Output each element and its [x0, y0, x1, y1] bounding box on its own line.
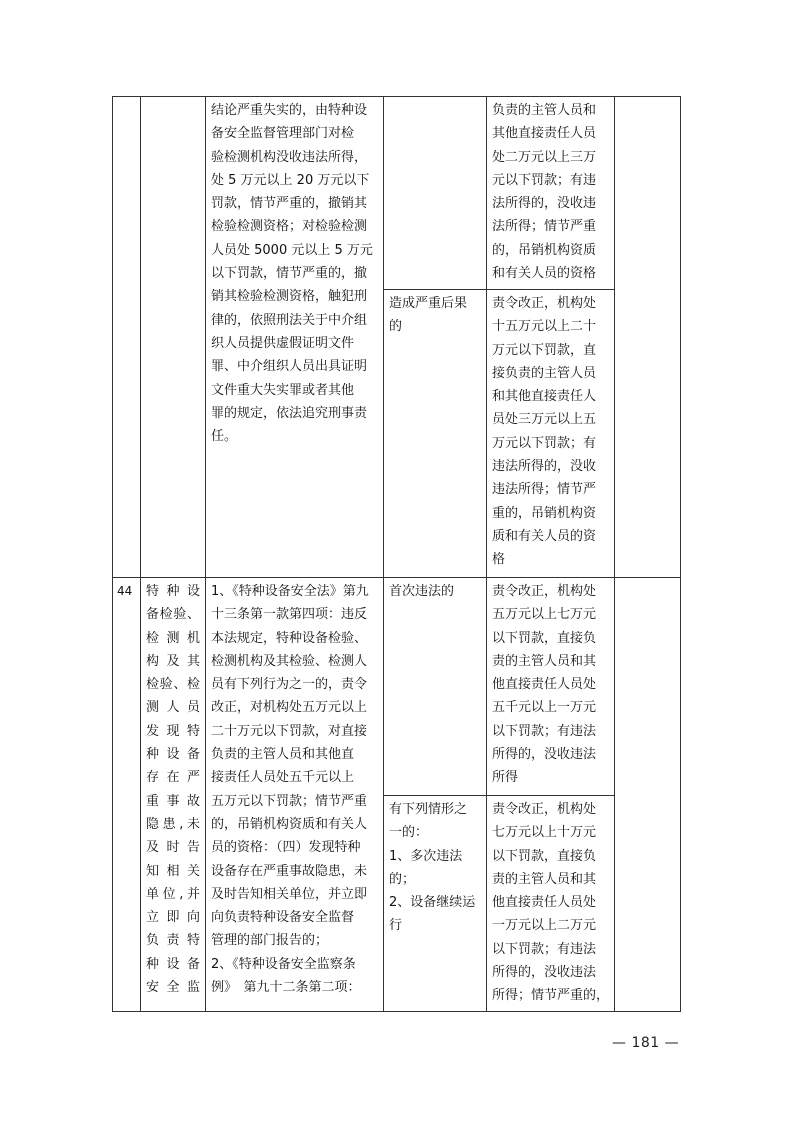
cell-text-line: 法所得；情节严重: [492, 219, 597, 235]
cell-text-line: 罪、中介组织人员出具证明: [211, 359, 368, 375]
cell-text-line: 备检验、: [146, 607, 200, 623]
item-name-cell: [141, 578, 206, 1012]
cell-text-line: 罪的规定，依法追究刑事责: [211, 405, 368, 421]
cell-text-line: 织人员提供虚假证明文件: [211, 335, 355, 351]
cell-text-line: 及时告: [146, 840, 200, 856]
cell-text-line: 五万元以下罚款；情节严重: [211, 793, 368, 809]
cell-text-line: 以下罚款；有违法: [492, 941, 597, 957]
cell-text-line: 结论严重失实的，由特种设: [211, 103, 368, 118]
penalty-cell-first: [487, 578, 615, 796]
cell-text-line: 十五万元以上二十: [492, 319, 597, 335]
cell-text-line: 和其他直接责任人: [492, 389, 597, 405]
cell-text-line: 负责的主管人员和: [492, 103, 597, 118]
cell-text-line: 和有关人员的资格: [492, 266, 597, 282]
cell-text-line: 1、《特种设备安全法》第九: [211, 584, 369, 599]
cell-text-line: 构及其: [146, 653, 200, 669]
cell-text-line: 以下罚款；有违法: [492, 723, 597, 739]
cell-text-line: 万元以下罚款；有: [492, 435, 597, 451]
cell-text-line: 任。: [211, 429, 238, 445]
cell-text-line: 责的主管人员和其: [492, 653, 597, 669]
cell-text-line: 一万元以上二万元: [492, 918, 597, 934]
cell-text-line: 违法所得；情节严: [492, 482, 597, 498]
cell-text-line: 的，吊销机构资质: [492, 242, 597, 258]
cell-text-line: 种设备: [146, 956, 200, 972]
cell-text-line: 销其检验检测资格，触犯刑: [211, 289, 368, 305]
continued-circumstance-cell-1: [384, 97, 487, 290]
cell-text-line: 安全监: [146, 980, 200, 996]
cell-text-line: 的: [389, 319, 403, 335]
cell-text-line: 接负责的主管人员: [492, 365, 597, 381]
cell-text-line: 负责的主管人员和其他直: [211, 747, 355, 763]
circumstance-cell-first: [384, 578, 487, 796]
cell-text-line: 所得: [492, 770, 519, 786]
cell-text-line: 设备存在严重事故隐患，未: [211, 863, 368, 879]
cell-text-line: 律的，依照刑法关于中介组: [211, 312, 368, 328]
cell-text-line: 行: [389, 918, 403, 934]
cell-text-line: 人员处 5000 元以上 5 万元: [211, 242, 373, 258]
cell-text-line: 以下罚款，直接负: [492, 630, 597, 646]
cell-text-line: 负责特: [146, 933, 200, 949]
cell-text-line: 元以下罚款；有违: [492, 172, 597, 188]
cell-text-line: 造成严重后果: [389, 296, 468, 311]
penalty-cell-repeat: [487, 796, 615, 1012]
cell-text-line: 七万元以上十万元: [492, 825, 597, 841]
cell-text-line: 知相关: [146, 863, 200, 879]
cell-text-line: 备安全监督管理部门对检: [211, 126, 355, 142]
cell-text-line: 验检测机构没收违法所得，: [211, 149, 368, 165]
cell-text-line: 单位,并: [146, 886, 200, 902]
cell-text-line: 检测机构及其检验、检测人: [211, 653, 368, 669]
cell-text-line: 他直接责任人员处: [492, 895, 597, 911]
cell-text-line: 所得；情节严重的，: [492, 988, 610, 1004]
continued-basis-cell: [206, 97, 384, 578]
cell-text-line: 文件重大失实罪或者其他: [211, 382, 355, 398]
cell-text-line: 种设备: [146, 747, 200, 763]
item-44-row-a: [113, 578, 681, 796]
page-number: — 181 —: [612, 1035, 680, 1051]
cell-text-line: 处二万元以上三万: [492, 149, 597, 165]
continued-row-a: [113, 97, 681, 290]
cell-text-line: 的；: [389, 871, 416, 887]
cell-text-line: 员处三万元以上五: [492, 412, 597, 428]
cell-text-line: 接责任人员处五千元以上: [211, 770, 355, 786]
cell-text-line: 存在严: [146, 770, 200, 786]
cell-text-line: 向负责特种设备安全监督: [211, 910, 355, 926]
cell-text-line: 二十万元以下罚款，对直接: [211, 723, 368, 739]
item-number: 44: [117, 584, 133, 598]
cell-text-line: 一的：: [389, 825, 429, 841]
cell-text-line: 员有下列行为之一的，责令: [211, 677, 368, 693]
cell-text-line: 改正，对机构处五万元以上: [211, 700, 368, 716]
cell-text-line: 1、多次违法: [389, 848, 463, 864]
cell-text-line: 法所得的，没收违: [492, 196, 597, 212]
cell-text-line: 检验、检: [146, 677, 200, 693]
cell-text-line: 立即向: [146, 910, 200, 926]
cell-text-line: 罚款，情节严重的，撤销其: [211, 196, 368, 212]
cell-text-line: 格: [492, 552, 506, 568]
cell-text-line: 五千元以上一万元: [492, 700, 597, 716]
cell-text-line: 以下罚款，直接负: [492, 848, 597, 864]
cell-text-line: 他直接责任人员处: [492, 677, 597, 693]
continued-remarks-cell: [615, 97, 681, 578]
cell-text-line: 2、设备继续运: [389, 895, 476, 911]
cell-text-line: 发现特: [146, 723, 200, 739]
cell-text-line: 责令改正，机构处: [492, 584, 597, 599]
cell-text-line: 管理的部门报告的；: [211, 933, 329, 949]
cell-text-line: 处 5 万元以上 20 万元以下: [211, 172, 370, 188]
cell-text-line: 有下列情形之: [389, 802, 468, 817]
cell-text-line: 2、《特种设备安全监察条: [211, 956, 356, 972]
cell-text-line: 所得的，没收违法: [492, 747, 597, 763]
continued-circumstance-cell-2: [384, 290, 487, 578]
item-number-cell: [113, 578, 141, 1012]
cell-text-line: 检测机: [146, 630, 200, 646]
cell-text-line: 重事故: [146, 793, 200, 809]
continued-penalty-cell-1: [487, 97, 615, 290]
cell-text-line: 五万元以上七万元: [492, 607, 597, 623]
penalty-standards-table: [112, 96, 680, 1011]
continued-number-cell: [113, 97, 141, 578]
cell-text-line: 特种设: [146, 584, 200, 599]
cell-text-line: 例》 第九十二条第二项：: [211, 980, 361, 996]
cell-text-line: 所得的，没收违法: [492, 965, 597, 981]
cell-text-line: 本法规定，特种设备检验、: [211, 630, 368, 646]
circumstance-cell-repeat: [384, 796, 487, 1012]
cell-text-line: 测人员: [146, 700, 200, 716]
cell-text-line: 重的，吊销机构资: [492, 505, 597, 521]
table: [112, 96, 681, 1012]
cell-text-line: 万元以下罚款，直: [492, 342, 597, 358]
cell-text-line: 及时告知相关单位，并立即: [211, 886, 368, 902]
remarks-cell: [615, 578, 681, 1012]
cell-text-line: 责令改正，机构处: [492, 802, 597, 817]
legal-basis-cell: [206, 578, 384, 1012]
cell-text-line: 检验检测资格；对检验检测: [211, 219, 368, 235]
cell-text-line: 质和有关人员的资: [492, 528, 597, 544]
cell-text-line: 以下罚款，情节严重的，撤: [211, 266, 368, 282]
cell-text-line: 十三条第一款第四项：违反: [211, 607, 368, 623]
cell-text-line: 违法所得的，没收: [492, 459, 597, 475]
continued-item-cell: [141, 97, 206, 578]
continued-penalty-cell-2: [487, 290, 615, 578]
cell-text-line: 员的资格：（四）发现特种: [211, 840, 361, 856]
cell-text-line: 首次违法的: [389, 584, 455, 599]
cell-text-line: 隐患,未: [146, 816, 200, 832]
cell-text-line: 的，吊销机构资质和有关人: [211, 816, 368, 832]
cell-text-line: 责令改正，机构处: [492, 296, 597, 311]
cell-text-line: 其他直接责任人员: [492, 126, 597, 142]
cell-text-line: 责的主管人员和其: [492, 871, 597, 887]
